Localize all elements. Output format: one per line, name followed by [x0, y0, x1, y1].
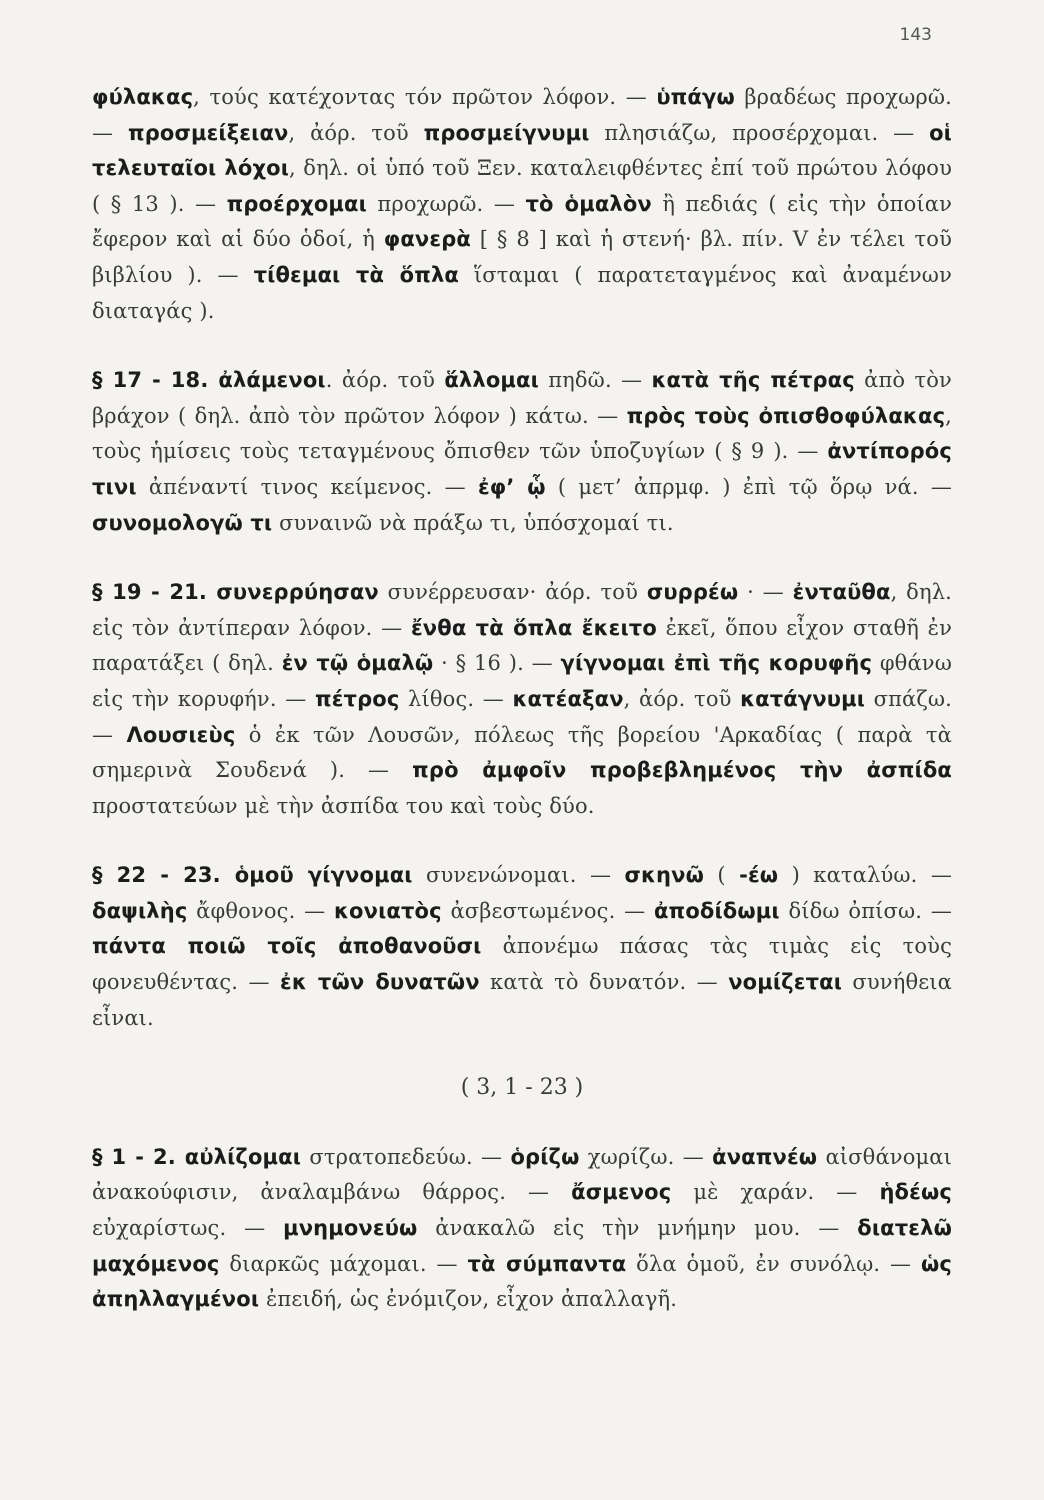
bold-term: κατέαξαν	[512, 686, 624, 711]
gloss-text: , ἀόρ. τοῦ	[623, 686, 741, 711]
gloss-text: ἢ πεδιάς ( εἰς τὴν ὁποίαν ἔφερον καὶ αἱ δύο ὁδοί, ἡ	[92, 191, 952, 252]
bold-term: ὑπάγω	[656, 85, 735, 109]
page-number: 143	[899, 25, 932, 45]
gloss-text: , ἀόρ. τοῦ	[288, 120, 424, 145]
gloss-text: μὲ χαράν. —	[671, 1180, 880, 1205]
bold-term: πρὸ ἀμφοῖν προβεβλημένος τὴν ἀσπίδα	[412, 758, 952, 783]
bold-term: γίγνομαι ἐπὶ τῆς κορυφῆς	[560, 651, 873, 676]
bold-term: φύλακας	[92, 85, 194, 109]
bold-term: ὁρίζω	[510, 1144, 580, 1169]
bold-term: προσμείξειαν	[127, 120, 289, 145]
gloss-text: ὁ ἐκ τῶν Λουσῶν, πόλεως τῆς βορείου 'Αρκαδίας ( παρὰ τὰ σημερινὰ Σουδενά ). —	[92, 722, 952, 783]
bold-term: μνημονεύω	[283, 1216, 418, 1241]
bold-term: νομίζεται	[728, 970, 843, 995]
bold-term: ἐν τῷ ὁμαλῷ	[281, 651, 434, 676]
bold-term: § 17 - 18. ἀλάμενοι	[92, 368, 326, 393]
bold-term: πάντα ποιῶ τοῖς ἀποθανοῦσι	[92, 934, 482, 959]
bold-term: ἅλλομαι	[444, 368, 539, 393]
gloss-text: · § 16 ). —	[433, 651, 561, 676]
gloss-text: ἀπονέμω πάσας τὰς τιμὰς εἰς τοὺς φονευθέντας. —	[92, 934, 952, 995]
section-heading: ( 3, 1 - 23 )	[460, 1075, 584, 1101]
bold-term: φανερὰ	[383, 227, 471, 252]
gloss-text: συναινῶ νὰ πράξω τι, ὑπόσχομαί τι.	[272, 510, 674, 535]
gloss-text: βραδέως προχωρῶ. —	[92, 85, 952, 145]
gloss-text: δίδω ὀπίσω. —	[779, 898, 952, 923]
bold-term: § 22 - 23. ὁμοῦ γίγνομαι	[92, 863, 413, 888]
gloss-text: προχωρῶ. —	[366, 191, 526, 216]
gloss-text: χωρίζω. —	[579, 1144, 713, 1169]
gloss-text: , τοὺς ἡμίσεις τοὺς τεταγμένους ὄπισθεν τῶν ὑποζυγίων ( § 9 ). —	[92, 403, 952, 464]
bold-term: ἀποδίδωμι	[653, 898, 780, 923]
gloss-text: , τούς κατέχοντας τόν πρῶτον λόφον. —	[193, 85, 657, 109]
gloss-text: διαρκῶς μάχομαι. —	[219, 1251, 468, 1276]
paragraph-1	[92, 80, 952, 329]
bold-term: δαψιλὴς	[92, 898, 188, 923]
gloss-text: · —	[738, 580, 793, 605]
bold-term: ἔνθα τὰ ὅπλα ἔκειτο	[410, 615, 657, 640]
gloss-text: ἐκεῖ, ὅπου εἶχον σταθῆ ἐν παρατάξει ( δηλ.	[92, 615, 952, 676]
bold-term: ἐφ’ ᾧ	[477, 474, 546, 499]
gloss-text: , δηλ. οἱ ὑπό τοῦ Ξεν. καταλειφθέντες ἐπί τοῦ πρώτου λόφου ( § 13 ). —	[92, 156, 952, 216]
bold-term: συνομολογῶ τι	[92, 510, 273, 535]
gloss-text: ἀνακαλῶ εἰς τὴν μνήμην μου. —	[417, 1216, 858, 1241]
paragraph-5	[92, 1140, 952, 1318]
body-text	[92, 80, 952, 1318]
bold-term: Λουσιεὺς	[126, 722, 236, 747]
bold-term: ἀντίπορός τινι	[92, 439, 952, 499]
paragraph-2	[92, 363, 952, 541]
bold-term: § 1 - 2. αὐλίζομαι	[92, 1144, 302, 1169]
gloss-text: συνέρρευσαν· ἀόρ. τοῦ	[378, 580, 647, 605]
bold-term: σκηνῶ	[624, 863, 704, 888]
gloss-text: ἀσβεστωμένος. —	[441, 898, 654, 923]
bold-term: τίθεμαι τὰ ὅπλα	[253, 262, 459, 287]
bold-term: προέρχομαι	[226, 191, 367, 216]
gloss-text: αἰσθάνομαι ἀνακούφισιν, ἀναλαμβάνω θάρρος. —	[92, 1144, 953, 1205]
gloss-text: στρατοπεδεύω. —	[301, 1144, 511, 1169]
gloss-text: . ἀόρ. τοῦ	[325, 368, 445, 393]
gloss-text: , δηλ. εἰς τὸν ἀντίπεραν λόφον. —	[92, 580, 952, 640]
gloss-text: φθάνω εἰς τὴν κορυφήν. —	[92, 651, 952, 711]
gloss-text: ( μετ’ ἀπρμφ. ) ἐπὶ τῷ ὅρῳ νά. —	[545, 474, 952, 499]
bold-term: κονιατὸς	[333, 898, 442, 923]
gloss-text: πλησιάζω, προσέρχομαι. —	[589, 120, 930, 145]
gloss-text: εὐχαρίστως. —	[92, 1216, 284, 1241]
gloss-text: (	[704, 863, 740, 888]
paragraph-3	[92, 575, 952, 824]
gloss-text: συνενώνομαι. —	[412, 863, 625, 888]
bold-term: ἄσμενος	[571, 1180, 672, 1205]
gloss-text: ἀπέναντί τινος κείμενος. —	[136, 474, 478, 499]
bold-term: ἐνταῦθα	[792, 580, 891, 605]
bold-term: πέτρος	[314, 686, 400, 711]
gloss-text: ἐπειδή, ὡς ἐνόμιζον, εἶχον ἀπαλλαγῆ.	[259, 1287, 678, 1312]
bold-term: διατελῶ μαχόμενος	[92, 1216, 952, 1276]
gloss-text: ὅλα ὁμοῦ, ἐν συνόλῳ. —	[626, 1251, 921, 1276]
bold-term: τὸ ὁμαλὸν	[525, 191, 652, 216]
gloss-text: κατὰ τὸ δυνατόν. —	[479, 970, 729, 995]
bold-term: προσμείγνυμι	[423, 120, 590, 145]
gloss-text: πηδῶ. —	[538, 368, 652, 393]
bold-term: ἡδέως	[879, 1180, 952, 1205]
gloss-text: σπάζω. —	[92, 686, 953, 747]
gloss-text: ἵσταμαι ( παρατεταγμένος καὶ ἀναμένων διαταγάς ).	[92, 262, 952, 323]
paragraph-4	[92, 858, 952, 1036]
bold-term: § 19 - 21. συνερρύησαν	[92, 580, 379, 605]
bold-term: κατὰ τῆς πέτρας	[651, 368, 855, 393]
bold-term: πρὸς τοὺς ὀπισθοφύλακας	[626, 403, 946, 428]
gloss-text: ἄφθονος. —	[187, 898, 334, 923]
gloss-text: συνήθεια εἶναι.	[92, 970, 952, 1030]
gloss-text: ) καταλύω. —	[778, 863, 952, 888]
bold-term: ἐκ τῶν δυνατῶν	[279, 970, 480, 995]
bold-term: ἀναπνέω	[712, 1144, 818, 1169]
bold-term: ὡς ἀπηλλαγμένοι	[92, 1251, 952, 1312]
gloss-text: [ § 8 ] καὶ ἡ στενή· βλ. πίν. V ἐν τέλει τοῦ βιβλίου ). —	[92, 227, 952, 287]
bold-term: συρρέω	[646, 580, 739, 605]
bold-term: -έω	[739, 863, 779, 888]
gloss-text: προστατεύων μὲ τὴν ἀσπίδα του καὶ τοὺς δύο.	[92, 793, 595, 818]
bold-term: τὰ σύμπαντα	[467, 1251, 627, 1276]
bold-term: οἱ τελευταῖοι λόχοι	[92, 120, 952, 181]
gloss-text: ἀπὸ τὸν βράχον ( δηλ. ἀπὸ τὸν πρῶτον λόφον ) κάτω. —	[92, 368, 952, 428]
bold-term: κατάγνυμι	[740, 686, 866, 711]
gloss-text: λίθος. —	[399, 686, 513, 711]
